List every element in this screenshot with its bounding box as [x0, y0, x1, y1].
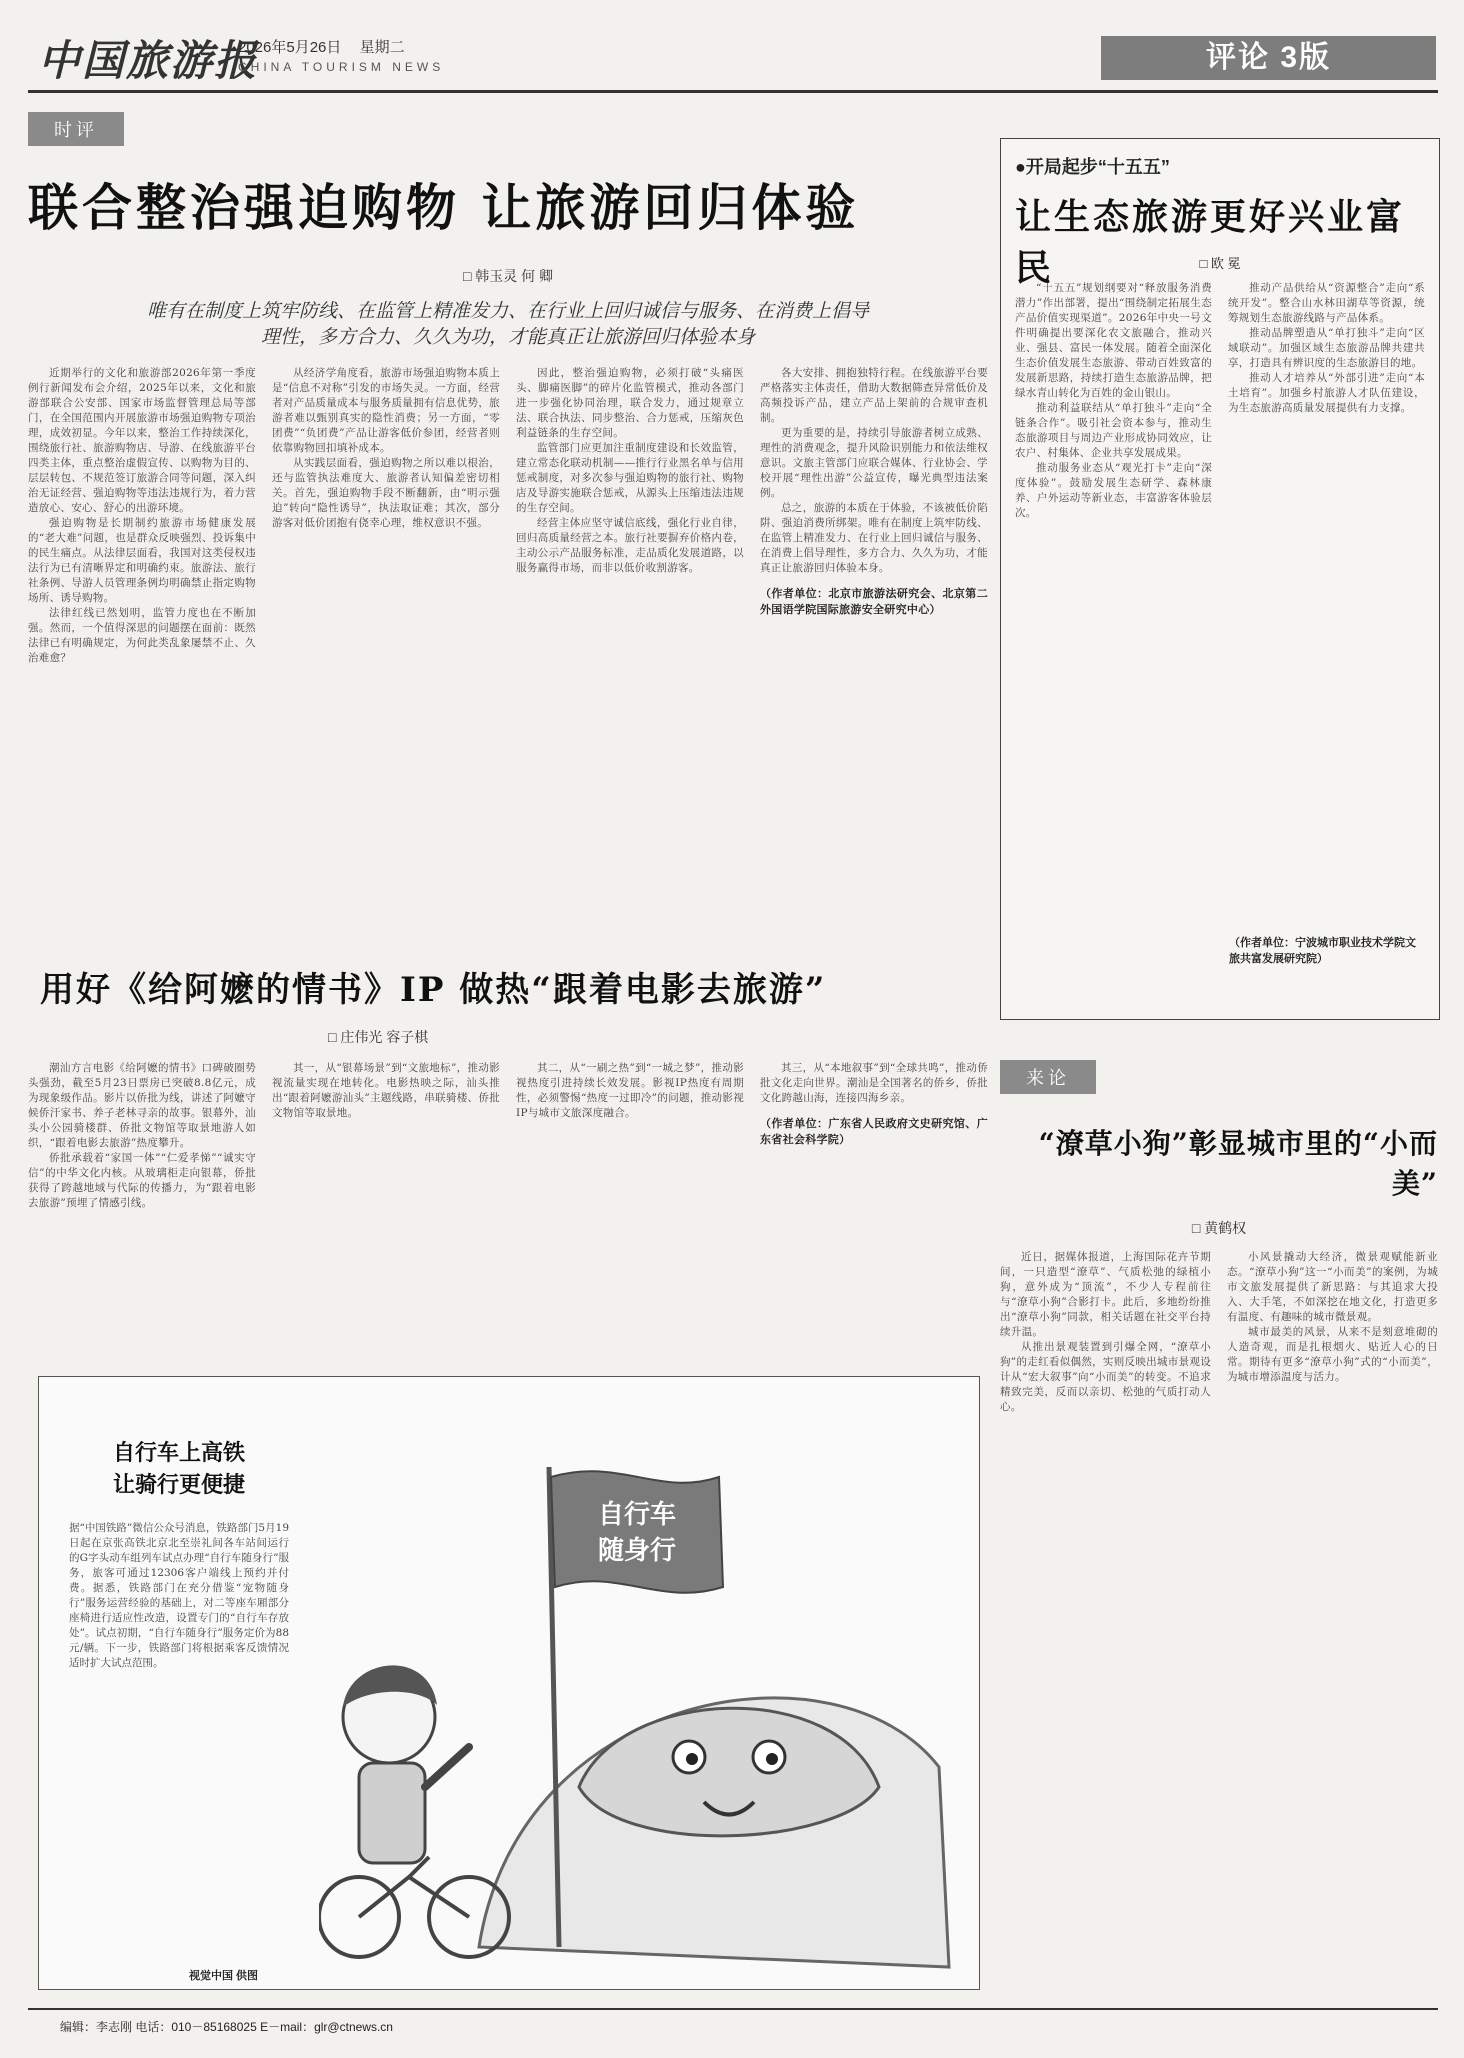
body-column — [1000, 1250, 1211, 2030]
flag-shape — [551, 1471, 723, 1593]
body-paragraph: 推动服务业态从“观光打卡”走向“深度体验”。鼓励发展生态研学、森林康养、户外运动等新业态，丰富游客体验层次。 — [1015, 462, 1212, 519]
body-paragraph: 强迫购物是长期制约旅游市场健康发展的“老大难”问题，也是群众反映强烈、投诉集中的民生痛点。从法律层面看，我国对这类侵权违法行为已有清晰界定和明确约束。旅游法、旅行社条例、导游人员管理条例均明确禁止指定购物场所、诱导购物。 — [28, 517, 256, 604]
boxed-body — [1015, 281, 1425, 929]
body-column — [1228, 281, 1425, 929]
body-paragraph: 更为重要的是，持续引导旅游者树立成熟、理性的消费观念，提升风险识别能力和依法维权意识。文旅主管部门应联合媒体、行业协会、学校开展“理性出游”公益宣传，曝光典型违法案例。 — [760, 427, 988, 499]
brief-body: 据“中国铁路”微信公众号消息，铁路部门5月19日起在京张高铁北京北至崇礼间各车站间运行的G字头动车组列车试点办理“自行车随身行”服务，旅客可通过12306客户端线上预约并付费。据悉，铁路部门在充分借鉴“宠物随身行”服务运营经验的基础上，对二等座车厢部分座椅进行适应性改造，设置专门的“自行车存放处”。试点初期，“自行车随身行”服务定价为88元/辆。下一步，铁路部门将根据乘客反馈情况适时扩大试点范围。 — [69, 1522, 289, 1669]
footer-rule — [28, 2008, 1438, 2010]
main-headline: 联合整治强迫购物 让旅游回归体验 — [28, 178, 860, 237]
body-paragraph: 法律红线已然划明，监管力度也在不断加强。然而，一个值得深思的问题摆在面前：既然法律已有明确规定，为何此类乱象屡禁不止、久治难愈？ — [28, 607, 256, 664]
main-byline: □ 韩玉灵 何 卿 — [462, 268, 554, 284]
illustration-box — [38, 1376, 980, 1990]
author-note: （作者单位：北京市旅游法研究会、北京第二外国语学院国际旅游安全研究中心） — [760, 588, 988, 616]
body-paragraph: 其二，从“一刷之热”到“一城之梦”，推动影视热度引进持续长效发展。影视IP热度有周期性，必须警惕“热度一过即冷”的问题，推动影视IP与城市文旅深度融合。 — [516, 1062, 744, 1119]
body-column — [28, 366, 256, 926]
column-tag: 来论 — [1000, 1060, 1096, 1094]
brief-title-line: 自行车上高铁 — [112, 1440, 245, 1466]
opinion-headline: “潦草小狗”彰显城市里的“小而美” — [1038, 1127, 1438, 1200]
author-note: （作者单位：宁波城市职业技术学院文旅共富发展研究院） — [1229, 937, 1416, 965]
newspaper-logo: 中国旅游报 — [38, 36, 259, 85]
second-byline: □ 庄伟光 容子棋 — [328, 1029, 429, 1045]
second-headline: 用好《给阿嬷的情书》IP 做热“跟着电影去旅游” — [40, 970, 827, 1010]
deck-line: 理性，多方合力、久久为功，才能真正让旅游回归体验本身 — [260, 326, 755, 348]
body-paragraph: “十五五”规划纲要对“释放服务消费潜力”作出部署，提出“围绕制定拓展生态产品价值实现渠道”。2026年中央一号文件明确提出要深化农文旅融合，推动兴业、强县、富民一体发展。随着全面深化生态价值发展生态旅游、带动百姓致富的发展新思路，持续打造生态旅游品牌，把绿水青山转化为百姓的金山银山。 — [1015, 282, 1212, 399]
boxed-byline: □ 欧 冕 — [1199, 256, 1241, 271]
body-paragraph: 推动产品供给从“资源整合”走向“系统开发”。整合山水林田湖草等资源，统筹规划生态旅游线路与产品体系。 — [1228, 282, 1425, 324]
body-paragraph: 近期举行的文化和旅游部2026年第一季度例行新闻发布会介绍，2025年以来，文化和旅游部联合公安部、国家市场监督管理总局等部门，在全国范围内开展旅游市场强迫购物专项治理，成效初显。今年以来，整治工作持续深化，围绕旅行社、旅游购物店、导游、在线旅游平台四类主体，重点整治虚假宣传、以购物为目的、层层转包、不规范签订旅游合同等问题，深入纠治无证经营、强迫购物等违法违规行为，着力营造放心、安心、舒心的出游环境。 — [28, 367, 256, 514]
bike-train-illustration — [319, 1387, 959, 1977]
body-paragraph: 因此，整治强迫购物，必须打破“头痛医头、脚痛医脚”的碎片化监管模式，推动各部门进一步强化协同治理，联合发力，通过规章立法、联合执法、同步整治、合力惩戒，压缩灰色利益链条的生存空间。 — [516, 367, 744, 439]
body-column — [516, 366, 744, 926]
opinion-byline: □ 黄鹤权 — [1191, 1220, 1247, 1236]
deck-line: 唯有在制度上筑牢防线、在监管上精准发力、在行业上回归诚信与服务、在消费上倡导 — [146, 300, 869, 322]
flag-text: 随身行 — [597, 1535, 677, 1565]
issue-weekday: 星期二 — [359, 39, 405, 56]
author-note: （作者单位：广东省人民政府文史研究馆、广东省社会科学院） — [760, 1118, 988, 1146]
body-column — [272, 366, 500, 926]
boxed-headline: 让生态旅游更好兴业富民 — [1015, 196, 1406, 289]
news-brief — [69, 1437, 289, 1671]
opinion-article — [1000, 1060, 1438, 2030]
body-paragraph: 监管部门应更加注重制度建设和长效监管，建立常态化联动机制——推行行业黑名单与信用惩戒制度，对多次参与强迫购物的旅行社、购物店及导游实施联合惩戒，从源头上压缩违法违规的生存空间。 — [516, 442, 744, 514]
boxed-article — [1000, 138, 1440, 1020]
body-paragraph: 从实践层面看，强迫购物之所以难以根治，还与监管执法难度大、旅游者认知偏差密切相关。首先，强迫购物手段不断翻新，由“明示强迫”转向“隐性诱导”，执法取证难；其次，部分游客对低价团抱有侥幸心理，维权意识不强。 — [272, 457, 500, 529]
issue-date: 2026年5月26日 — [238, 39, 342, 56]
body-paragraph: 小风景撬动大经济，微景观赋能新业态。“潦草小狗”这一“小而美”的案例，为城市文旅发展提供了新思路：与其追求大投入、大手笔，不如深挖在地文化，打造更多有温度、有趣味的城市微景观。 — [1227, 1251, 1438, 1323]
body-paragraph: 城市最美的风景，从来不是刻意堆砌的人造奇观，而是扎根烟火、贴近人心的日常。期待有更多“潦草小狗”式的“小而美”，为城市增添温度与活力。 — [1227, 1326, 1438, 1383]
body-paragraph: 侨批承载着“家国一体”“仁爱孝悌”“诚实守信”的中华文化内核。从玻璃柜走向银幕，侨批获得了跨越地域与代际的传播力，为“跟着电影去旅游”预埋了情感引线。 — [28, 1152, 256, 1209]
section-badge: 评论 3版 — [1101, 36, 1436, 80]
boy-shirt-shape — [359, 1763, 425, 1863]
body-paragraph: 从经济学角度看，旅游市场强迫购物本质上是“信息不对称”引发的市场失灵。一方面，经营者对产品质量成本与服务质量拥有信息优势，旅游者难以甄别真实的隐性消费；另一方面，“零团费”“负团费”产品让游客低价参团，经营者则依靠购物回扣填补成本。 — [272, 367, 500, 454]
column-tag: 时评 — [28, 112, 124, 146]
brief-title-line: 让骑行更便捷 — [112, 1472, 245, 1498]
body-paragraph: 其三，从“本地叙事”到“全球共鸣”，推动侨批文化走向世界。潮汕是全国著名的侨乡，侨批文化跨越山海，连接四海乡亲。 — [760, 1062, 988, 1104]
masthead-rule — [28, 90, 1438, 93]
brief-title — [69, 1437, 289, 1501]
boy-arm-shape — [425, 1747, 469, 1787]
body-paragraph: 推动利益联结从“单打独斗”走向“全链条合作”。吸引社会资本参与，推动生态旅游项目与周边产业形成协同效应，让农户、村集体、企业共享发展成果。 — [1015, 402, 1212, 459]
series-kicker: ●开局起步“十五五” — [1015, 157, 1170, 177]
body-paragraph: 潮汕方言电影《给阿嬷的情书》口碑破圈势头强劲，截至5月23日票房已突破8.8亿元，成为现象级作品。影片以侨批为线，讲述了阿嬷守候侨汗家书、养子老林寻亲的故事。银幕外，汕头小公园骑楼群、侨批文物馆等取景地游人如织，“跟着电影去旅游”热度攀升。 — [28, 1062, 256, 1149]
body-paragraph: 经营主体应坚守诚信底线，强化行业自律，回归高质量经营之本。旅行社要摒弃价格内卷，主动公示产品服务标准，走品质化发展道路，以服务赢得市场，而非以低价收割游客。 — [516, 517, 744, 574]
body-column — [1015, 281, 1212, 929]
masthead — [28, 22, 1438, 92]
opinion-body — [1000, 1250, 1438, 2030]
body-paragraph: 推动品牌塑造从“单打独斗”走向“区域联动”。加强区域生态旅游品牌共建共享，打造具有辨识度的生态旅游目的地。 — [1228, 327, 1425, 369]
body-column — [760, 366, 988, 926]
main-deck — [28, 298, 988, 350]
body-paragraph: 近日，据媒体报道，上海国际花卉节期间，一只造型“潦草”、气质松弛的绿植小狗，意外成为“顶流”，不少人专程前往与“潦草小狗”合影打卡。此后，多地纷纷推出“潦草小狗”同款，相关话题在社交平台持续升温。 — [1000, 1251, 1211, 1338]
article-main — [28, 112, 988, 1461]
editor-footer: 编辑：李志刚 电话：010－85168025 E－mail：glr@ctnews.cn — [60, 2020, 393, 2034]
photo-credit: 视觉中国 供图 — [189, 1970, 259, 1982]
body-paragraph: 推动人才培养从“外部引进”走向“本土培育”。加强乡村旅游人才队伍建设，为生态旅游高质量发展提供有力支撑。 — [1228, 372, 1425, 414]
bike-frame-shape — [359, 1857, 469, 1917]
main-body — [28, 366, 988, 926]
body-paragraph: 各大安排、拥抱独特行程。在线旅游平台要严格落实主体责任，借助大数据筛查异常低价及高频投诉产品，建立产品上架前的合规审查机制。 — [760, 367, 988, 424]
flag-text: 自行车 — [597, 1499, 677, 1529]
english-name: CHINA TOURISM NEWS — [238, 60, 445, 74]
date-line — [238, 36, 419, 57]
body-paragraph: 其一，从“银幕场景”到“文旅地标”，推动影视流量实现在地转化。电影热映之际，汕头推出“跟着阿嬷游汕头”主题线路，串联骑楼、侨批文物馆等取景地。 — [272, 1062, 500, 1119]
body-paragraph: 总之，旅游的本质在于体验，不该被低价陷阱、强迫消费所绑架。唯有在制度上筑牢防线、在监管上精准发力、在行业上回归诚信与服务、在消费上倡导理性，多方合力、久久为功，才能真正让旅游回归体验本身。 — [760, 502, 988, 574]
body-column — [1227, 1250, 1438, 2030]
body-paragraph: 从推出景观装置到引爆全网，“潦草小狗”的走红看似偶然，实则反映出城市景观设计从“宏大叙事”向“小而美”的转变。不追求精致完美，反而以亲切、松弛的气质打动人心。 — [1000, 1341, 1211, 1413]
